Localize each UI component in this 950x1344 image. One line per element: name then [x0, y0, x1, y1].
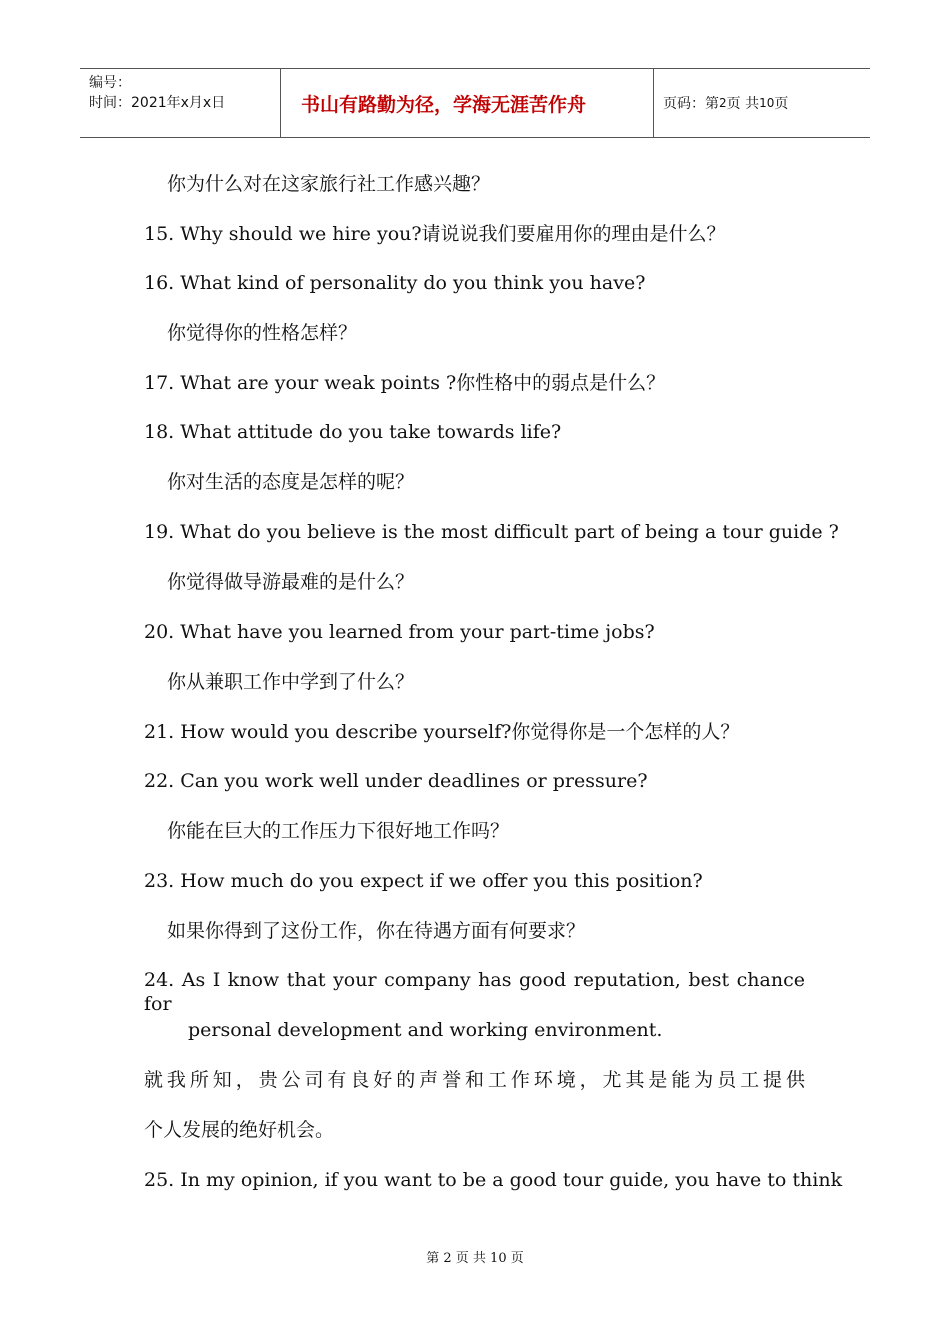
paragraph-line: personal development and working environment. — [188, 1019, 663, 1041]
paragraph-line: 25. In my opinion, if you want to be a good tour guide, you have to think — [144, 1169, 843, 1191]
answer-line: 如果你得到了这份工作，你在待遇方面有何要求？ — [167, 920, 586, 942]
answer-line: 你为什么对在这家旅行社工作感兴趣？ — [167, 173, 491, 195]
paragraph-line: 个人发展的绝好机会。 — [144, 1119, 335, 1141]
page-suffix: 页 — [774, 96, 789, 112]
answer-line: 你从兼职工作中学到了什么？ — [167, 671, 415, 693]
time-label: 时间：2021年x月x日 — [89, 95, 226, 111]
question-line: 20. What have you learned from your part-time jobs? — [144, 621, 655, 643]
question-line: 18. What attitude do you take towards life? — [144, 421, 562, 443]
number-label: 编号： — [89, 75, 131, 91]
question-line: 23. How much do you expect if we offer you this position? — [144, 870, 703, 892]
question-line: 21. How would you describe yourself?你觉得你是一个怎样的人？ — [144, 721, 740, 743]
page-footer: 第 2 页 共 10 页 — [426, 1251, 524, 1266]
header-page-info — [654, 69, 870, 137]
page-prefix: 页码：第 — [663, 96, 719, 112]
question-line: 22. Can you work well under deadlines or pressure? — [144, 770, 648, 792]
answer-line: 你觉得做导游最难的是什么？ — [167, 571, 415, 593]
question-line: 15. Why should we hire you?请说说我们要雇用你的理由是什么？ — [144, 223, 726, 245]
page-header — [80, 68, 870, 138]
page-mid: 页 共 — [726, 96, 760, 112]
answer-line: 你能在巨大的工作压力下很好地工作吗？ — [167, 820, 510, 842]
answer-line: 你觉得你的性格怎样？ — [167, 322, 358, 344]
page-current: 2 — [719, 96, 727, 110]
page-total: 10 — [759, 96, 775, 110]
question-line: 19. What do you believe is the most difficult part of being a tour guide ? — [144, 521, 839, 543]
question-line: 17. What are your weak points ?你性格中的弱点是什么？ — [144, 372, 666, 394]
header-meta — [80, 69, 281, 137]
question-line: 16. What kind of personality do you think you have? — [144, 272, 646, 294]
paragraph-line: 24. As I know that your company has good reputation, best chance for — [144, 969, 805, 1015]
header-motto: 书山有路勤为径，学海无涯苦作舟 — [281, 69, 654, 137]
answer-line: 你对生活的态度是怎样的呢？ — [167, 471, 415, 493]
paragraph-line: 就我所知，贵公司有良好的声誉和工作环境，尤其是能为员工提供 — [144, 1069, 805, 1091]
